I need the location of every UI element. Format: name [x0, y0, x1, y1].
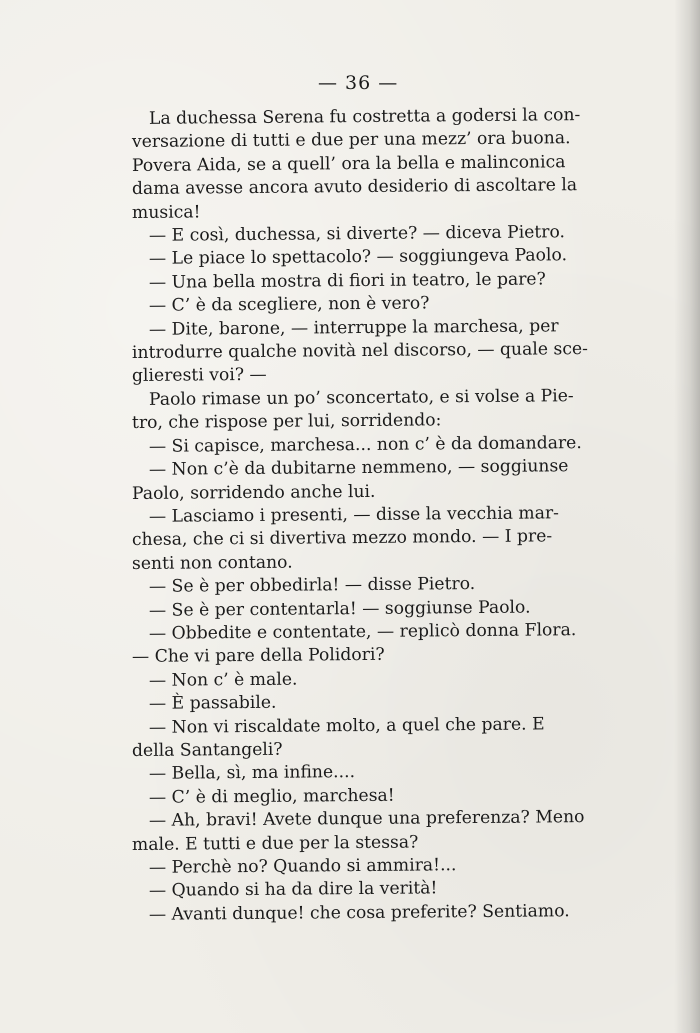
text-line: senti non contano.	[131, 552, 293, 574]
page-edge-shadow	[674, 0, 700, 1033]
text-line: Povera Aida, se a quell’ ora la bella e malinconica	[131, 152, 566, 176]
text-line: Paolo, sorridendo anche lui.	[131, 481, 376, 504]
text-line: — Si capisce, marchesa... non c’ è da domandare.	[148, 432, 582, 457]
text-line: — Obbedite e contentate, — replicò donna Flora.	[148, 620, 577, 644]
text-line: — È passabile.	[148, 692, 277, 715]
text-line: — Quando si ha da dire la verità!	[148, 878, 438, 902]
text-line: introdurre qualche novità nel discorso, — quale sce-	[131, 339, 588, 364]
text-line: male. E tutti e due per la stessa?	[131, 832, 419, 855]
text-line: — Avanti dunque! che cosa preferite? Sentiamo.	[148, 900, 570, 925]
text-line: glieresti voi? —	[131, 365, 267, 387]
text-line: — Una bella mostra di fiori in teatro, le pare?	[148, 269, 546, 293]
text-line: chesa, che ci si divertiva mezzo mondo. — I pre-	[131, 526, 553, 551]
text-line: — Non vi riscaldate molto, a quel che pare. E	[148, 713, 545, 738]
text-line: — Lasciamo i presenti, — disse la vecchia mar-	[148, 503, 560, 527]
text-line: — Se è per obbedirla! — disse Pietro.	[148, 574, 476, 597]
text-line: versazione di tutti e due per una mezz’ ora buona.	[131, 128, 571, 153]
page-number: — 36 —	[318, 72, 399, 94]
text-line: musica!	[131, 202, 201, 223]
text-line: — C’ è da scegliere, non è vero?	[148, 293, 430, 317]
text-line: — Ah, bravi! Avete dunque una preferenza? Meno	[148, 807, 585, 832]
text-line: — Le piace lo spettacolo? — soggiungeva Paolo.	[148, 245, 568, 270]
text-line: — Dite, barone, — interruppe la marchesa, per	[148, 315, 559, 340]
text-line: — Che vi pare della Polidori?	[131, 645, 385, 668]
text-line: — C’ è di meglio, marchesa!	[148, 785, 395, 808]
text-line: — E così, duchessa, si diverte? — diceva Pietro.	[148, 222, 566, 246]
text-line: dama avesse ancora avuto desiderio di ascoltare la	[131, 175, 578, 200]
text-line: — Perchè no? Quando si ammira!...	[148, 855, 457, 878]
text-line: della Santangeli?	[131, 739, 283, 761]
text-line: — Non c’è da dubitarne nemmeno, — soggiunse	[148, 456, 569, 480]
text-line: La duchessa Serena fu costretta a godersi la con-	[148, 105, 581, 129]
text-line: — Non c’ è male.	[148, 669, 298, 691]
text-line: — Bella, sì, ma infine....	[148, 762, 356, 785]
body-text	[131, 105, 606, 927]
text-line: Paolo rimase un po’ sconcertato, e si volse a Pie-	[148, 386, 574, 410]
text-line: tro, che rispose per lui, sorridendo:	[131, 410, 442, 434]
text-line: — Se è per contentarla! — soggiunse Paolo.	[148, 597, 531, 621]
